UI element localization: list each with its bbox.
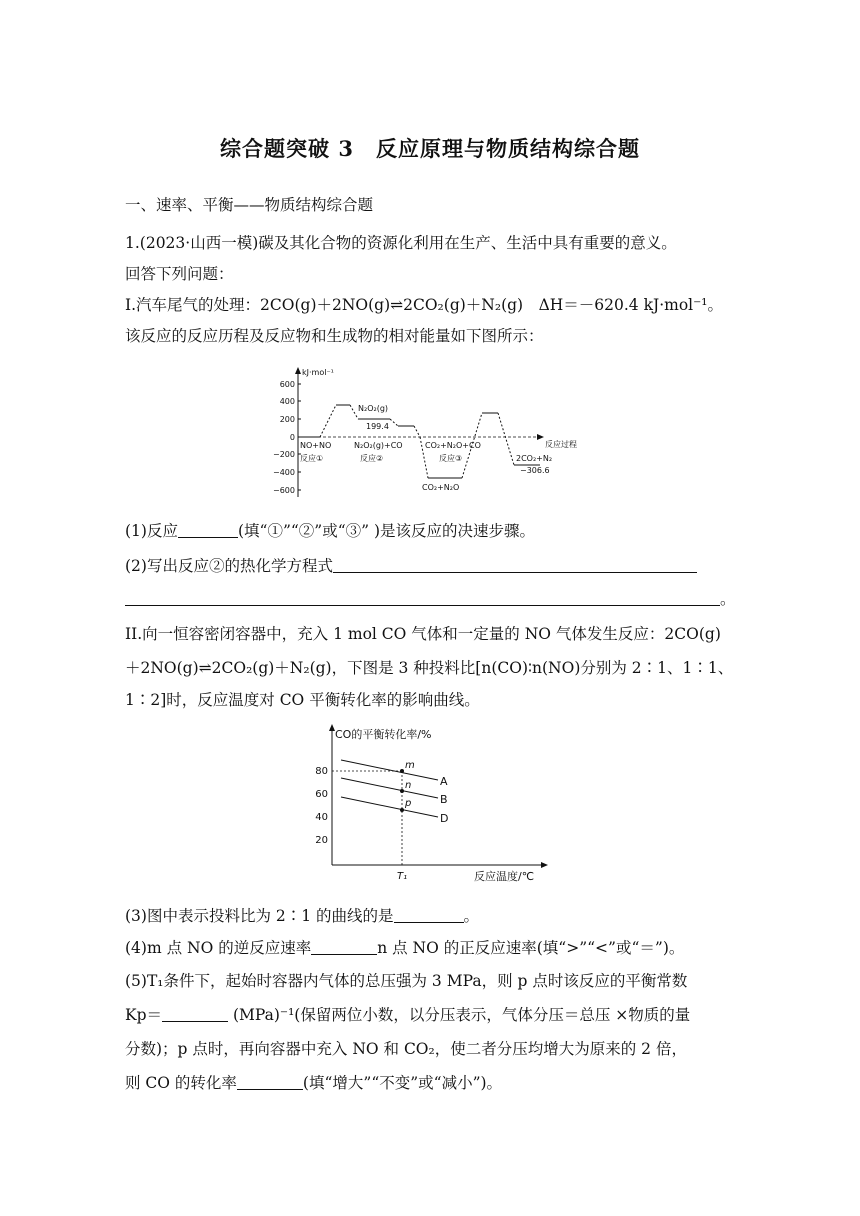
energy-ytick: −200: [273, 450, 295, 459]
q1-part1: [125, 521, 535, 541]
q5-text-d: (填“增大”“不变”或“减小”)。: [302, 1074, 503, 1092]
energy-ytick: 200: [279, 415, 295, 424]
q1-part2-text: (2)写出反应②的热化学方程式: [125, 557, 333, 575]
q1-part2: [125, 556, 697, 576]
series-line-d: [341, 797, 438, 817]
energy-diagram: [262, 365, 602, 500]
energy-ytick: 600: [279, 380, 295, 389]
energy-ytick: −400: [273, 468, 295, 477]
energy-ylabel: kJ·mol⁻¹: [302, 368, 334, 377]
part2-line-1: II.向一恒容密闭容器中，充入 1 mol CO 气体和一定量的 NO 气体发生反应：2CO(g): [125, 625, 721, 643]
energy-profile: [298, 405, 540, 478]
answer-blank-2b[interactable]: [125, 590, 720, 606]
series-label-b: B: [440, 793, 448, 806]
q5-text-b: (MPa)⁻¹(保留两位小数，以分压表示，气体分压＝总压 ×物质的量: [228, 1006, 691, 1024]
conv-ytick: 40: [315, 812, 328, 823]
energy-label-endval: −306.6: [520, 466, 550, 475]
energy-label-end: 2CO₂+N₂: [516, 454, 553, 463]
conv-ytick: 80: [315, 766, 328, 777]
energy-label-n2o2g: N₂O₂(g): [358, 404, 389, 413]
energy-label-r1b: 反应①: [300, 454, 324, 463]
answer-blank-4[interactable]: [311, 939, 377, 955]
q4-line: [125, 938, 684, 958]
q1-line-2: 回答下列问题：: [125, 265, 234, 283]
q5-text-c: 则 CO 的转化率: [125, 1074, 237, 1092]
q4-text-a: (4)m 点 NO 的逆反应速率: [125, 939, 312, 957]
series-label-d: D: [440, 812, 449, 825]
q1-part2-cont: [125, 589, 736, 609]
energy-label-r1a: NO+NO: [300, 441, 332, 450]
point-m: [400, 769, 404, 773]
q5-line-4: [125, 1073, 502, 1093]
conv-ytick: 20: [315, 835, 328, 846]
q3-text-b: 。: [463, 907, 480, 925]
answer-blank-1[interactable]: [178, 522, 238, 538]
energy-label-r2a: N₂O₂(g)+CO: [354, 441, 403, 450]
energy-x-arrow: [537, 434, 544, 440]
q4-text-b: n 点 NO 的正反应速率(填“>”“<”或“＝”)。: [377, 939, 685, 957]
q5-line-2: [125, 1005, 690, 1025]
energy-y-arrow: [295, 367, 301, 374]
answer-blank-6[interactable]: [237, 1074, 303, 1090]
series-label-a: A: [440, 775, 448, 788]
answer-blank-3[interactable]: [394, 907, 464, 923]
conv-xlabel: 反应温度/℃: [474, 870, 535, 883]
point-p: [400, 808, 404, 812]
conv-ytick: 60: [315, 789, 328, 800]
series-line-a: [341, 760, 438, 780]
q5-line-1: (5)T₁条件下，起始时容器内气体的总压强为 3 MPa，则 p 点时该反应的平衡常数: [125, 972, 688, 990]
part2-line-3: 1∶2]时，反应温度对 CO 平衡转化率的影响曲线。: [125, 691, 480, 709]
q5-line-3: 分数)；p 点时，再向容器中充入 NO 和 CO₂，使二者分压均增大为原来的 2 倍，: [125, 1040, 687, 1058]
energy-xlabel: 反应过程: [545, 440, 577, 449]
q1-part1-text-a: (1)反应: [125, 522, 178, 540]
energy-label-r2b: 反应②: [360, 454, 384, 463]
q3-line: [125, 906, 479, 926]
energy-label-low: CO₂+N₂O: [422, 483, 460, 492]
page-title: 综合题突破 3 反应原理与物质结构综合题: [220, 136, 640, 161]
point-label-m: m: [405, 760, 415, 771]
energy-ytick: 0: [289, 433, 295, 442]
conv-xtick: T₁: [397, 871, 408, 882]
point-label-n: n: [405, 780, 412, 791]
energy-ytick: −600: [273, 486, 295, 495]
point-n: [400, 789, 404, 793]
conv-x-arrow: [541, 862, 548, 868]
q1-line-4: 该反应的反应历程及反应物和生成物的相对能量如下图所示：: [125, 327, 544, 345]
q3-text-a: (3)图中表示投料比为 2∶1 的曲线的是: [125, 907, 394, 925]
point-label-p: p: [405, 798, 412, 809]
q5-text-a: Kp＝: [125, 1006, 163, 1024]
q1-part1-text-b: (填“①”“②”或“③” )是该反应的决速步骤。: [237, 522, 536, 540]
part2-line-2: ＋2NO(g)⇌2CO₂(g)＋N₂(g)，下图是 3 种投料比[n(CO)∶n(NO)分别为 2∶1、1∶1、: [125, 659, 734, 677]
q1-line-3: I.汽车尾气的处理：2CO(g)＋2NO(g)⇌2CO₂(g)＋N₂(g) ΔH＝－620.4 kJ·mol⁻¹。: [125, 296, 724, 314]
answer-blank-5[interactable]: [162, 1006, 228, 1022]
conversion-chart: [306, 722, 566, 888]
energy-label-199: 199.4: [366, 422, 389, 431]
energy-label-r3a: CO₂+N₂O+CO: [425, 441, 481, 450]
section-heading: 一、速率、平衡——物质结构综合题: [125, 196, 374, 214]
q1-part2-end: 。: [720, 590, 736, 608]
series-line-b: [341, 778, 438, 798]
energy-ytick: 400: [279, 397, 295, 406]
answer-blank-2a[interactable]: [333, 557, 697, 573]
q1-line-1: 1.(2023·山西一模)碳及其化合物的资源化利用在生产、生活中具有重要的意义。: [125, 234, 677, 252]
energy-label-r3b: 反应③: [439, 454, 463, 463]
conv-ylabel: CO的平衡转化率/%: [335, 728, 432, 741]
